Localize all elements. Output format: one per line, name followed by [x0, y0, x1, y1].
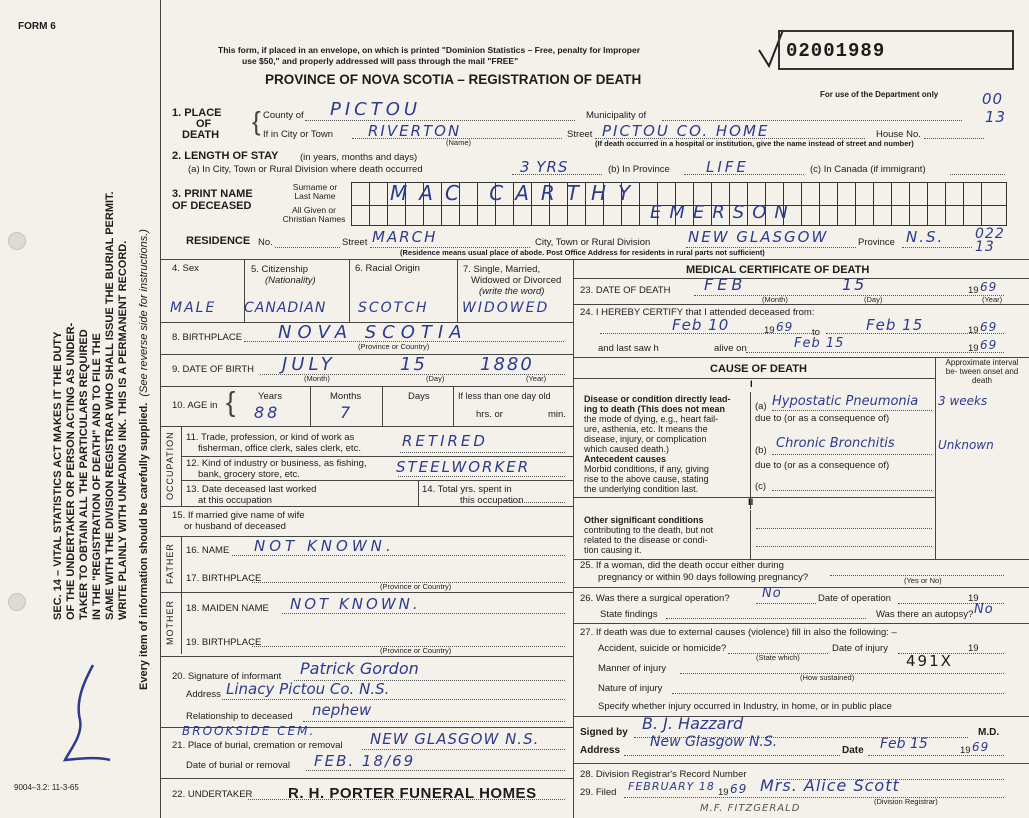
line	[772, 454, 932, 455]
line	[362, 749, 565, 750]
father-name-value[interactable]: NOT KNOWN.	[254, 537, 395, 555]
dod-month-value[interactable]: FEB	[704, 275, 747, 294]
divider	[573, 623, 1029, 624]
divider	[310, 386, 311, 426]
city-value[interactable]: RIVERTON	[368, 122, 462, 140]
dept-use-label: For use of the Department only	[820, 90, 939, 99]
q13-label: 13. Date deceased last worked at this occupation	[186, 484, 317, 506]
due-to-2: due to (or as a consequence of)	[755, 460, 890, 471]
stay-label: 2. LENGTH OF STAY	[172, 150, 279, 162]
line	[624, 755, 840, 756]
operation-date-label: Date of operation	[818, 593, 891, 604]
filed-19: 19	[718, 787, 729, 798]
surname-value[interactable]: MAC CARTHY	[390, 181, 643, 205]
line	[400, 452, 565, 453]
age-months-value[interactable]: 7	[340, 403, 352, 422]
yes-no-label: (Yes or No)	[904, 576, 942, 585]
last-saw-19: 19	[968, 343, 979, 354]
divider	[181, 426, 182, 506]
antecedent-label: Antecedent causes Morbid conditions, if any, giving rise to the above cause, stating the underlying condition last.	[584, 454, 709, 494]
line	[756, 546, 932, 547]
divider	[418, 480, 419, 506]
q26-value[interactable]: No	[762, 586, 782, 601]
place-label: 1. PLACE OF DEATH	[172, 107, 222, 141]
to-label: to	[812, 327, 820, 338]
q11-value[interactable]: RETIRED	[402, 432, 488, 450]
sex-label: 4. Sex	[172, 263, 199, 274]
line	[306, 770, 565, 771]
divider	[160, 592, 573, 593]
q26-label: 26. Was there a surgical operation?	[580, 593, 730, 604]
residence-note: (Residence means usual place of abode. Post Office Address for residents in rural parts not sufficient)	[400, 248, 765, 257]
city-label: If in City or Town	[263, 129, 334, 140]
hospital-note: (If death occurred in a hospital or institution, give the name instead of street and number)	[595, 139, 914, 148]
q28-label: 28. Division Registrar's Record Number	[580, 769, 747, 780]
informant-address[interactable]: Linacy Pictou Co. N.S.	[226, 680, 390, 698]
q12-value[interactable]: STEELWORKER	[396, 458, 531, 476]
to-19: 19	[968, 325, 979, 336]
line	[694, 295, 1004, 296]
interval-title: Approximate interval be- tween onset and death	[945, 358, 1019, 385]
dob-label: 9. DATE OF BIRTH	[172, 364, 254, 375]
header-line2: use $50," and properly addressed will pass through the mail "FREE"	[242, 56, 519, 66]
operation-19: 19	[968, 593, 979, 604]
autopsy-label: Was there an autopsy?	[876, 609, 974, 620]
divider	[573, 587, 1029, 588]
birthplace-sub: (Province or Country)	[358, 342, 430, 351]
bottom-note: M.F. FITZGERALD	[700, 803, 801, 814]
marital-label: 7. Single, Married, Widowed or Divorced (write the word)	[463, 264, 562, 297]
months-label: Months	[330, 391, 362, 402]
line	[624, 797, 1004, 798]
q12-label: 12. Kind of industry or business, as fishing, bank, grocery store, etc.	[186, 458, 367, 480]
line	[398, 476, 565, 477]
punch-hole	[8, 232, 26, 250]
mother-birthplace-sub: (Province or Country)	[380, 646, 452, 655]
burial-date-label: Date of burial or removal	[186, 760, 291, 771]
disease-condition-label: Disease or condition directly lead- ing to death (This does not mean the mode of dying, e.g., heart fail- ure, asthenia, etc. It means the disease, injury, or complication which caused death.)	[584, 394, 731, 454]
physician-signature[interactable]: B. J. Hazzard	[642, 714, 744, 733]
informant-address-label: Address	[186, 689, 221, 700]
residence-city-label: City, Town or Rural Division	[535, 237, 651, 248]
specify-label: Specify whether injury occurred in Industry, in home, or in public place	[598, 701, 892, 712]
header-line1: This form, if placed in an envelope, on which is printed "Dominion Statistics – Free, penalty for Improper	[218, 45, 641, 55]
signed-19: 19	[960, 745, 971, 756]
divider	[453, 386, 454, 426]
nature-label: Nature of injury	[598, 683, 663, 694]
punch-hole	[8, 593, 26, 611]
stay-a-value[interactable]: 3 YRS	[520, 158, 569, 176]
racial-value[interactable]: SCOTCH	[358, 300, 429, 316]
last-saw-year[interactable]: 69	[980, 338, 998, 352]
code-491x: 491X	[906, 652, 953, 670]
divider	[382, 386, 383, 426]
divider	[935, 357, 936, 559]
stay-a-label: (a) In City, Town or Rural Division where death occurred	[188, 164, 423, 175]
dod-month-label: (Month)	[762, 295, 788, 304]
q29-label: 29. Filed	[580, 787, 617, 798]
mother-side-label: MOTHER	[165, 600, 175, 646]
dod-year-value[interactable]: 69	[980, 280, 998, 294]
given-label: All Given or Christian Names	[282, 205, 346, 224]
street-label: Street	[567, 129, 593, 140]
dob-year-label: (Year)	[526, 374, 547, 383]
dod-label: 23. DATE OF DEATH	[580, 285, 671, 296]
divider	[750, 510, 751, 559]
roman-2: II	[748, 497, 754, 508]
place-brace: {	[252, 106, 261, 136]
line	[868, 755, 1004, 756]
q24-label: 24. I HEREBY CERTIFY that I attended deceased from:	[580, 307, 815, 318]
divider	[181, 480, 573, 481]
line	[672, 693, 1004, 694]
cause-title: CAUSE OF DEATH	[710, 363, 807, 375]
attended-from[interactable]: Feb 10	[672, 316, 730, 334]
citizenship-value[interactable]: CANADIAN	[244, 300, 327, 316]
racial-label: 6. Racial Origin	[355, 263, 420, 274]
street-value[interactable]: PICTOU CO. HOME	[602, 122, 770, 140]
hrs-label: hrs. or	[476, 409, 503, 420]
cause-b-label: (b)	[755, 445, 767, 456]
q11-label: 11. Trade, profession, or kind of work as fisherman, office clerk, sales clerk, etc.	[186, 432, 361, 454]
divider	[181, 456, 573, 457]
dept-code-1: 00	[982, 90, 1004, 108]
father-birthplace-sub: (Province or Country)	[380, 582, 452, 591]
residence-province-line	[902, 247, 972, 248]
sex-value[interactable]: MALE	[170, 300, 217, 316]
burial-date-value[interactable]: FEB. 18/69	[314, 752, 416, 770]
divider	[181, 536, 182, 592]
stay-sub: (in years, months and days)	[300, 152, 418, 163]
undertaker-stamp: R. H. PORTER FUNERAL HOMES	[288, 785, 537, 802]
surname-label: Surname or Last Name	[292, 182, 338, 201]
form-number: 02001989	[786, 40, 886, 62]
side-note: Every item of information should be carefully supplied. (See reverse side for instructions.)	[138, 229, 150, 690]
stay-b-value[interactable]: LIFE	[706, 158, 749, 176]
table-top-border	[160, 259, 1029, 260]
divider	[160, 506, 573, 507]
divider	[457, 259, 458, 322]
form-id: FORM 6	[18, 21, 56, 32]
age-years-value[interactable]: 88	[254, 403, 281, 422]
marital-value[interactable]: WIDOWED	[462, 300, 550, 316]
dod-day-value[interactable]: 15	[842, 275, 867, 294]
attended-to[interactable]: Feb 15	[866, 316, 924, 334]
cause-a-label: (a)	[755, 401, 767, 412]
divider	[160, 778, 573, 779]
signed-date-label: Date	[842, 745, 864, 756]
last-saw-label: and last saw h	[598, 343, 659, 354]
autopsy-value[interactable]: No	[974, 602, 994, 617]
physician-address[interactable]: New Glasgow N.S.	[650, 734, 778, 750]
informant-signature[interactable]: Patrick Gordon	[300, 659, 419, 678]
stay-b-label: (b) In Province	[608, 164, 670, 175]
residence-no-line	[275, 247, 340, 248]
mother-maiden-label: 18. MAIDEN NAME	[186, 603, 269, 614]
line	[772, 410, 932, 411]
line	[756, 528, 932, 529]
relationship-label: Relationship to deceased	[186, 711, 293, 722]
from-year[interactable]: 69	[776, 320, 794, 334]
filed-value[interactable]: FEBRUARY 18	[628, 780, 715, 793]
line	[666, 618, 866, 619]
roman-1: I	[750, 379, 753, 390]
residence-label: RESIDENCE	[186, 235, 251, 247]
from-19: 19	[764, 325, 775, 336]
house-label: House No.	[876, 129, 921, 140]
cause-a-value[interactable]: Hypostatic Pneumonia	[772, 394, 919, 409]
divider	[573, 763, 1029, 764]
residence-code: 022 13	[975, 226, 1005, 255]
relationship-value[interactable]: nephew	[312, 701, 372, 719]
divider	[160, 656, 573, 657]
divider	[573, 497, 935, 498]
dept-code-2: 13	[985, 108, 1007, 126]
given-value[interactable]: EMERSON	[650, 202, 796, 223]
physician-address-label: Address	[580, 745, 621, 756]
residence-no-label: No.	[258, 237, 273, 248]
interval-b-value[interactable]: Unknown	[938, 438, 994, 452]
divider	[160, 426, 573, 427]
father-name-label: 16. NAME	[186, 545, 230, 556]
signed-year[interactable]: 69	[972, 740, 990, 754]
center-divider	[573, 259, 574, 818]
to-year[interactable]: 69	[980, 320, 998, 334]
registrar-label: (Division Registrar)	[874, 797, 938, 806]
father-side-label: FATHER	[165, 543, 175, 585]
registrar-signature[interactable]: Mrs. Alice Scott	[760, 776, 900, 795]
form-title: PROVINCE OF NOVA SCOTIA – REGISTRATION OF DEATH	[265, 72, 642, 87]
residence-province-label: Province	[858, 237, 895, 248]
dod-year-prefix: 19	[968, 285, 979, 296]
burial-cemetery[interactable]: BROOKSIDE CEM.	[182, 724, 316, 738]
how-sustained-label: (How sustained)	[800, 673, 855, 682]
undertaker-label: 22. UNDERTAKER	[172, 789, 253, 800]
side-instructions: SEC. 14 – VITAL STATISTICS ACT MAKES IT THE DUTY OF THE UNDERTAKER OR PERSON ACTING AS UNDER- TAKER TO OBTAIN ALL THE PARTICULARS REQUIRED IN THE "REGISTRATION OF DEATH" AND TO FILE THE SAME WITH THE DIVISION REGISTRAR WHO SHALL ISSUE THE BURIAL PERMIT. WRITE PLAINLY WITH UNFADING INK. THIS IS A PERMANENT RECORD.	[52, 191, 129, 620]
divider	[160, 386, 573, 387]
other-conditions-label: Other significant conditions contributing to the death, but not related to the disease or condi- tion causing it.	[584, 515, 714, 555]
dob-month-value[interactable]: JULY	[282, 354, 336, 375]
dob-month-label: (Month)	[304, 374, 330, 383]
residence-street-label: Street	[342, 237, 368, 248]
injury-date-label: Date of injury	[832, 643, 888, 654]
line	[510, 502, 565, 503]
residence-city-value[interactable]: NEW GLASGOW	[688, 228, 829, 246]
city-name-label: (Name)	[446, 138, 472, 147]
dob-day-label: (Day)	[426, 374, 445, 383]
filed-year[interactable]: 69	[730, 782, 748, 796]
municipality-line	[662, 120, 962, 121]
county-value[interactable]: PICTOU	[330, 99, 422, 120]
years-label: Years	[258, 391, 282, 402]
signed-label: Signed by	[580, 727, 628, 738]
dob-day-value[interactable]: 15	[400, 354, 427, 375]
margin-signature-mark	[55, 660, 115, 770]
injury-19: 19	[968, 643, 979, 654]
lt-day-label: If less than one day old	[458, 391, 551, 401]
medical-title: MEDICAL CERTIFICATE OF DEATH	[686, 264, 870, 276]
last-saw-value[interactable]: Feb 15	[794, 336, 845, 351]
days-label: Days	[408, 391, 430, 402]
birthplace-label: 8. BIRTHPLACE	[172, 332, 243, 343]
signed-date[interactable]: Feb 15	[880, 736, 928, 752]
residence-province-value[interactable]: N.S.	[906, 228, 945, 246]
state-which-label: (State which)	[756, 653, 800, 662]
q25-label: 25. If a woman, did the death occur either during pregnancy or within 90 days following pregnancy?	[580, 560, 809, 583]
footer-code: 9004–3.2: 11-3-65	[14, 783, 79, 792]
md-label: M.D.	[978, 727, 1000, 738]
manner-label: Manner of injury	[598, 663, 667, 674]
form-left-border	[160, 0, 161, 818]
birthplace-value[interactable]: NOVA SCOTIA	[278, 322, 468, 343]
accident-label: Accident, suicide or homicide?	[598, 643, 727, 654]
informant-sig-label: 20. Signature of informant	[172, 671, 282, 682]
cause-b-value[interactable]: Chronic Bronchitis	[776, 436, 895, 451]
q27-label: 27. If death was due to external causes (violence) fill in also the following: –	[580, 627, 897, 638]
dob-year-value[interactable]: 1880	[480, 354, 534, 375]
divider	[181, 592, 182, 654]
q15-label: 15. If married give name of wife or husband of deceased	[172, 510, 305, 532]
cause-c-label: (c)	[755, 481, 767, 492]
state-findings-label: State findings	[600, 609, 658, 620]
county-label: County of	[263, 110, 304, 121]
citizenship-label: 5. Citizenship (Nationality)	[251, 264, 316, 286]
divider	[573, 378, 935, 379]
line	[303, 721, 565, 722]
mother-maiden-value[interactable]: NOT KNOWN.	[290, 595, 421, 613]
occupation-side-label: OCCUPATION	[165, 431, 175, 501]
municipality-label: Municipality of	[586, 110, 647, 121]
line	[772, 490, 932, 491]
stay-c-line	[950, 174, 1005, 175]
county-line	[305, 120, 575, 121]
mother-birthplace-label: 19. BIRTHPLACE	[186, 637, 262, 648]
name-label: 3. PRINT NAME OF DECEASED	[172, 188, 253, 212]
divider	[573, 278, 1029, 279]
q14-label: 14. Total yrs. spent in this occupation	[422, 484, 524, 506]
burial-place-value[interactable]: NEW GLASGOW N.S.	[370, 730, 540, 748]
divider	[573, 304, 1029, 305]
dod-day-label: (Day)	[864, 295, 883, 304]
last-saw-mid: alive on	[714, 343, 747, 354]
dod-year-label: (Year)	[982, 295, 1003, 304]
line	[232, 555, 565, 556]
min-label: min.	[548, 409, 566, 420]
residence-street-value[interactable]: MARCH	[372, 228, 438, 246]
due-to-1: due to (or as a consequence of)	[755, 413, 890, 424]
father-birthplace-label: 17. BIRTHPLACE	[186, 573, 262, 584]
age-label: 10. AGE in	[172, 400, 218, 411]
line	[756, 603, 816, 604]
line	[282, 613, 565, 614]
stay-c-label: (c) In Canada (if immigrant)	[810, 164, 926, 175]
line	[222, 699, 565, 700]
age-brace: {	[226, 386, 236, 417]
house-line	[924, 138, 984, 139]
burial-place-label: 21. Place of burial, cremation or removal	[172, 740, 343, 751]
interval-a-value[interactable]: 3 weeks	[938, 394, 988, 408]
line	[746, 352, 1004, 353]
divider	[349, 259, 350, 322]
